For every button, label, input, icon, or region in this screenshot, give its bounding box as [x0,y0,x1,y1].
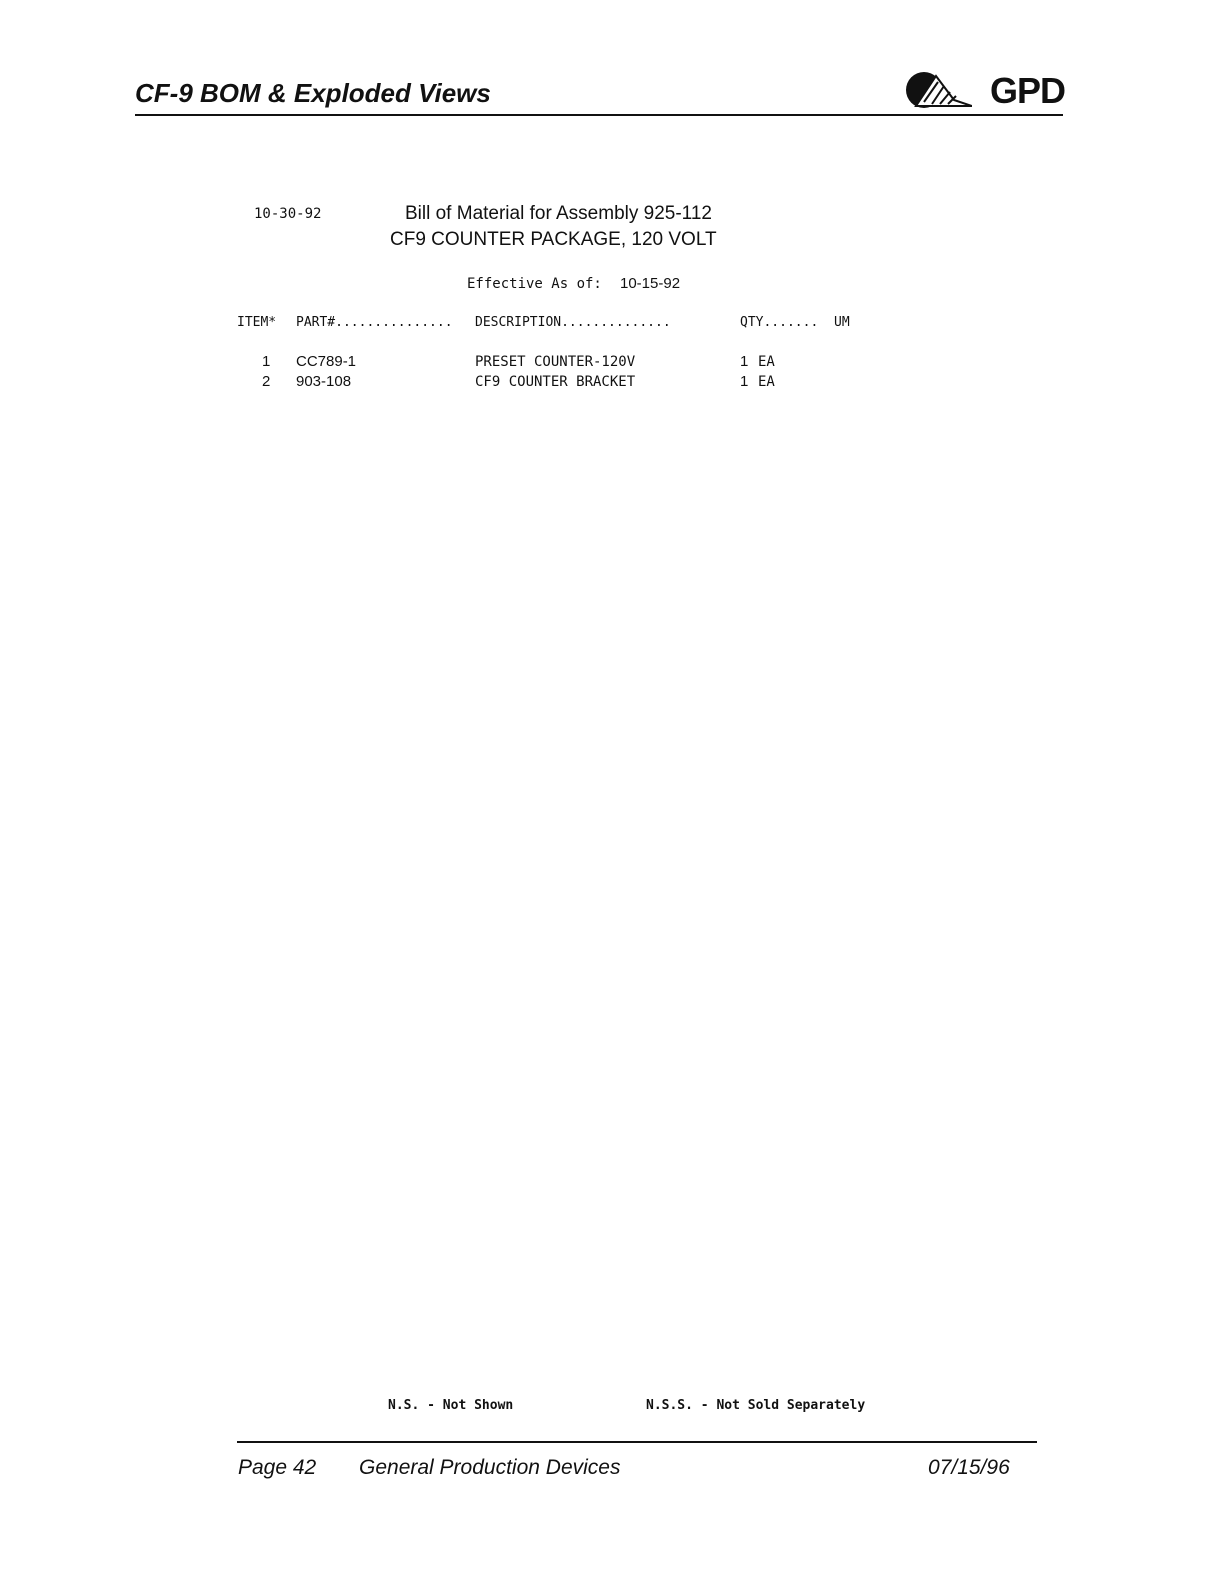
report-title: Bill of Material for Assembly 925-112 [405,203,712,224]
footer-divider [237,1441,1037,1443]
row-um: EA [758,374,775,390]
effective-date: 10-15-92 [620,275,681,292]
company-name: General Production Devices [359,1456,621,1479]
gpd-logo-icon [902,66,972,108]
row-part: CC789-1 [296,353,357,370]
page-number: Page 42 [238,1456,317,1479]
row-description: CF9 COUNTER BRACKET [475,374,636,390]
report-date: 10-30-92 [254,206,322,222]
row-item: 2 [262,373,271,390]
row-description: PRESET COUNTER-120V [475,354,636,370]
row-um: EA [758,354,775,370]
document-title: CF-9 BOM & Exploded Views [135,78,491,108]
row-part: 903-108 [296,373,352,390]
footnote-not-shown: N.S. - Not Shown [388,1398,514,1413]
footnote-not-sold-separately: N.S.S. - Not Sold Separately [646,1398,866,1413]
column-header-um: UM [834,315,850,330]
report-subtitle: CF9 COUNTER PACKAGE, 120 VOLT [390,229,717,250]
footer-date: 07/15/96 [928,1456,1010,1479]
row-qty: 1 [740,353,749,370]
header-divider [135,114,1063,116]
effective-label: Effective As of: [467,276,602,292]
logo-text: GPD [990,70,1066,111]
column-header-qty: QTY....... [740,315,819,330]
column-header-part: PART#............... [296,315,453,330]
row-qty: 1 [740,373,749,390]
column-header-description: DESCRIPTION.............. [475,315,671,330]
row-item: 1 [262,353,271,370]
column-header-item: ITEM* [237,315,277,330]
